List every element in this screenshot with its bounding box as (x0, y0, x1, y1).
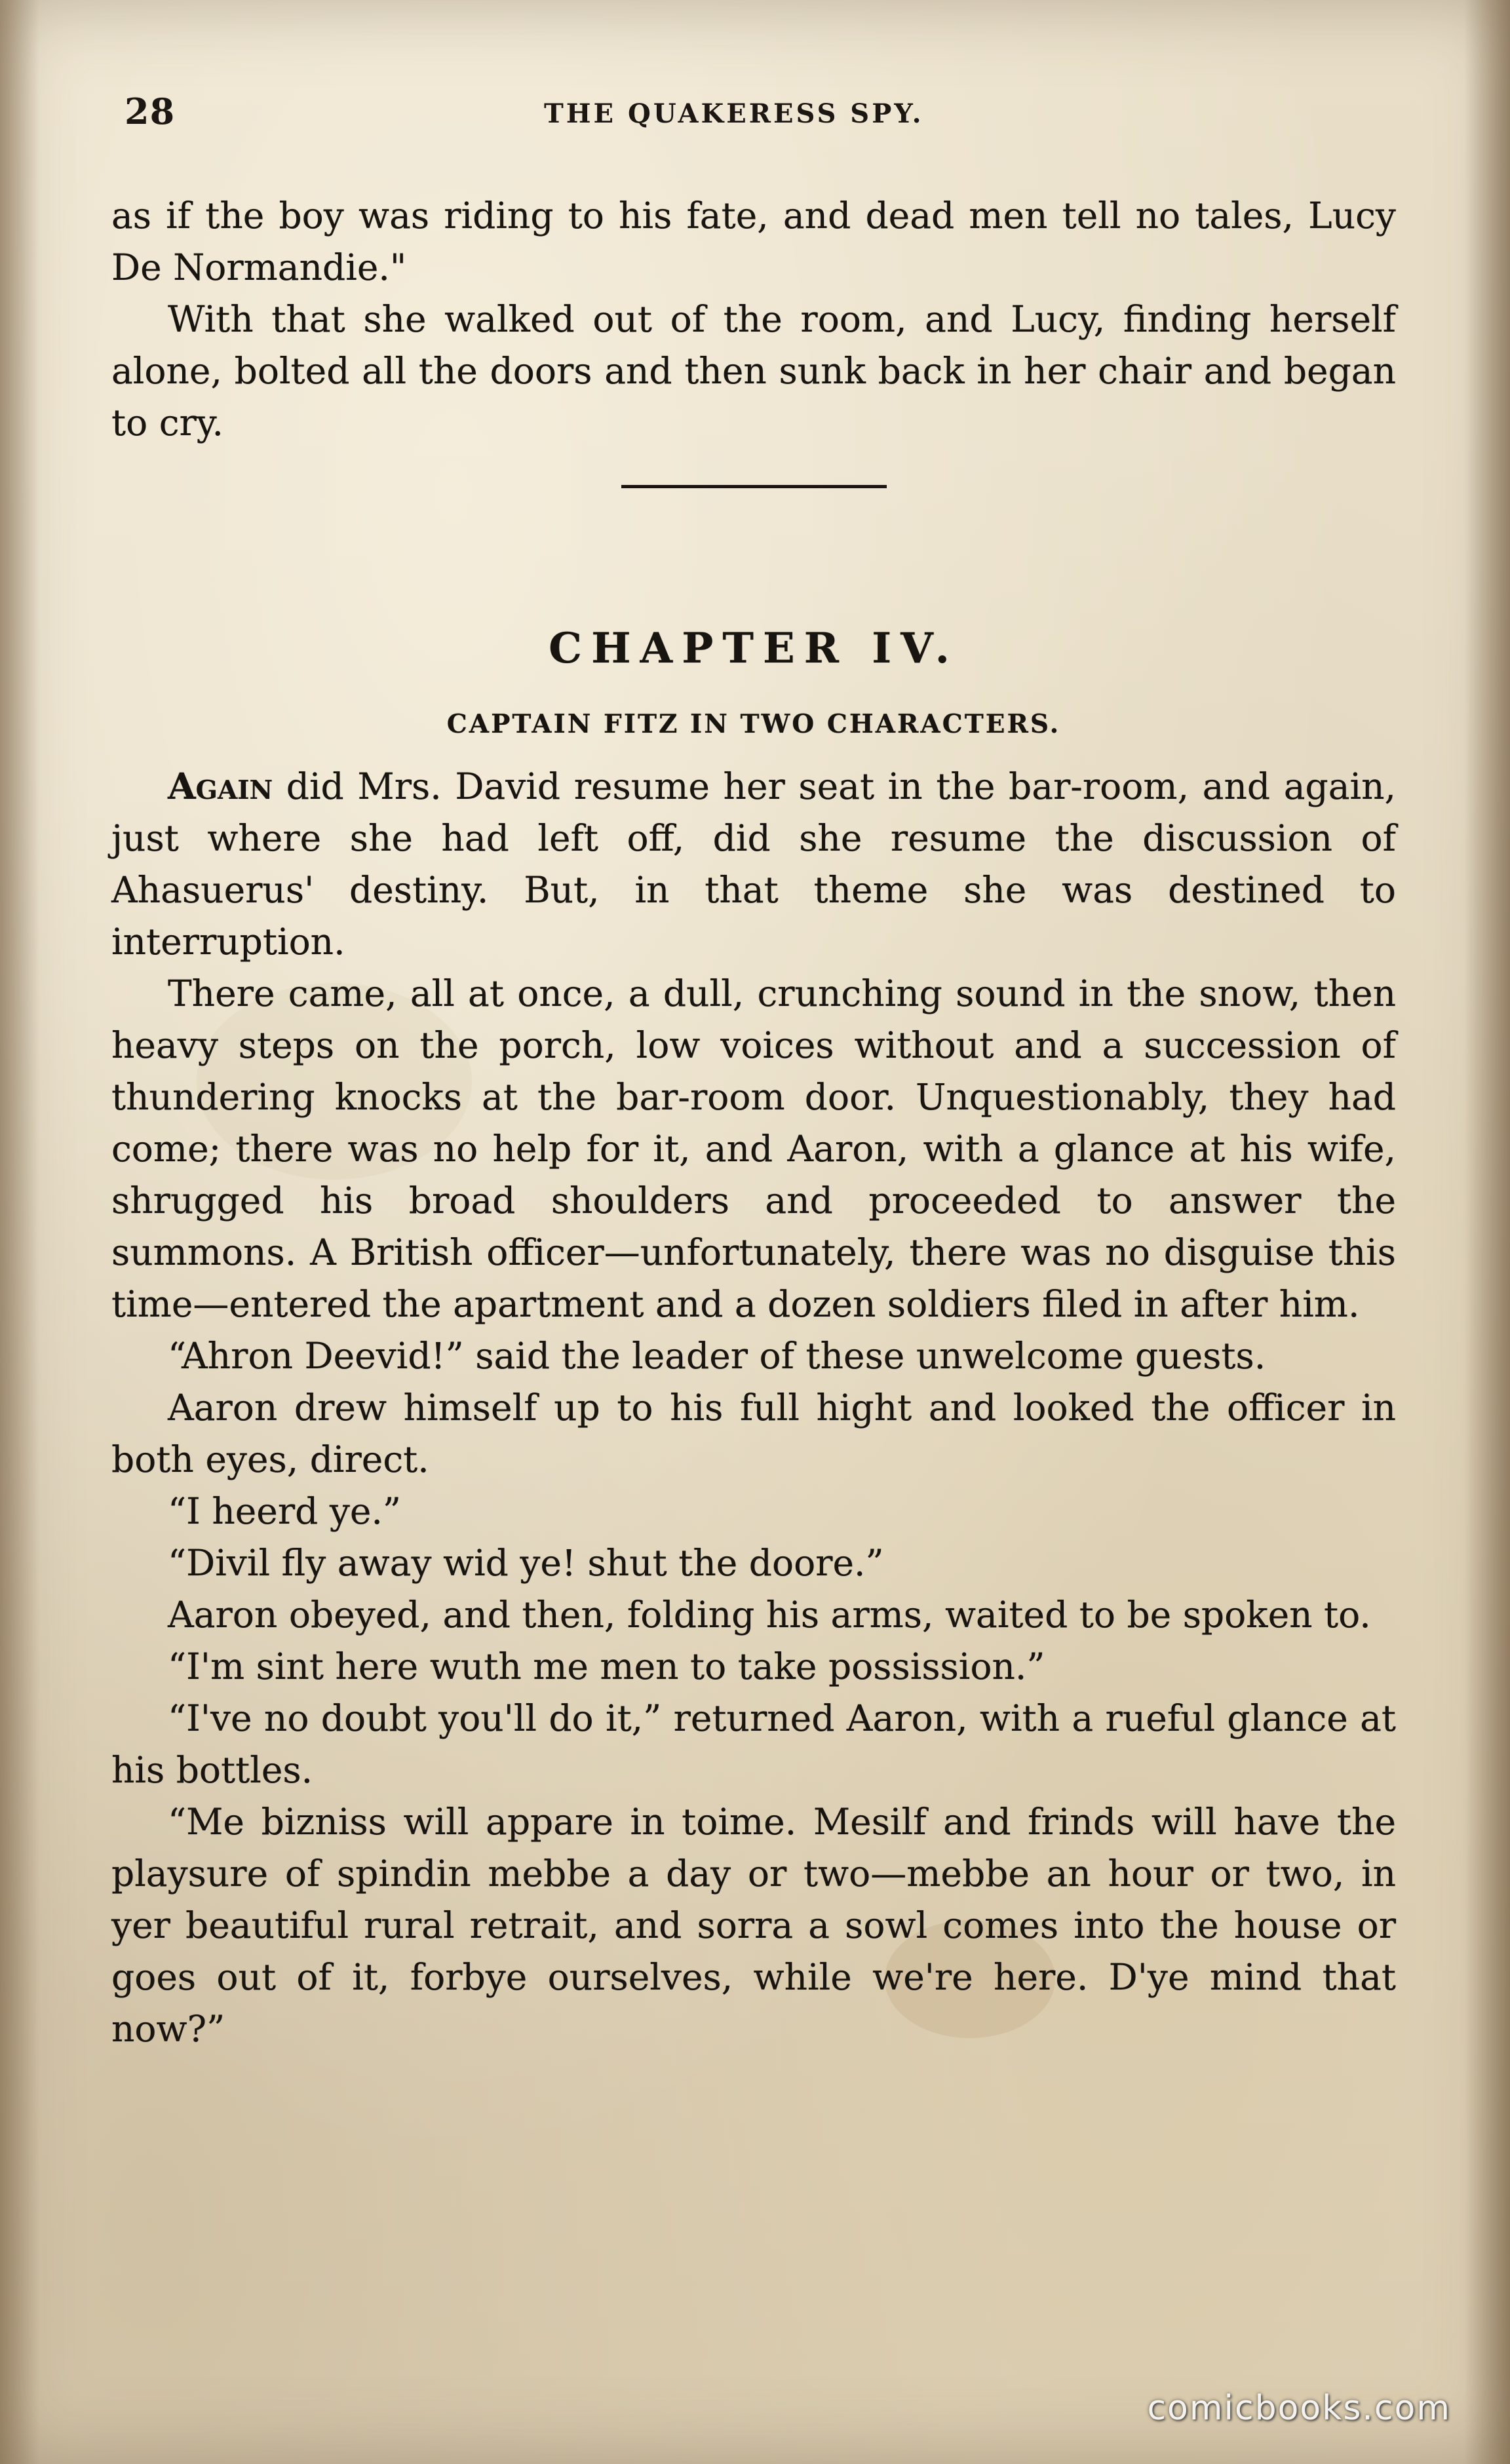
page-header (125, 85, 1389, 144)
paragraph: as if the boy was riding to his fate, and dead men tell no tales, Lucy De Normandie." (111, 195, 1396, 288)
opening-paragraph-text: did Mrs. David resume her seat in the bar-room, and again, just where she had left off, did she resume the discussion of Ahasuerus' destiny. But, in that theme she was destined to interruption. (111, 765, 1396, 963)
paragraph: Aaron obeyed, and then, folding his arms, waited to be spoken to. (168, 1594, 1371, 1636)
opening-word: Again (168, 765, 273, 807)
site-watermark: comicbooks.com (1147, 2389, 1451, 2428)
page-number: 28 (125, 90, 176, 132)
chapter-title: CHAPTER IV. (549, 624, 959, 673)
page-edge-shadow-right (1464, 0, 1510, 2464)
paragraph: “Me bizniss will appare in toime. Mesilf and frinds will have the playsure of spindin mebbe a day or two—mebbe an hour or two, in yer beautiful rural retrait, and sorra a sowl comes into the house or goes out of it, forbye ourselves, while we're here. D'ye mind that now?” (111, 1801, 1396, 2050)
body-text (111, 190, 1396, 2055)
paragraph: “I've no doubt you'll do it,” returned Aaron, with a rueful glance at his bottles. (111, 1697, 1396, 1791)
paragraph: With that she walked out of the room, and Lucy, finding herself alone, bolted all the doors and then sunk back in her chair and began to cry. (111, 298, 1396, 444)
chapter-body (111, 760, 1396, 2055)
paragraph: “I'm sint here wuth me men to take possission.” (168, 1646, 1045, 1687)
paragraph: “I heerd ye.” (168, 1490, 402, 1532)
section-divider-rule (621, 485, 887, 488)
paragraph: Aaron drew himself up to his full hight and looked the officer in both eyes, direct. (111, 1387, 1396, 1480)
chapter-subtitle: CAPTAIN FITZ IN TWO CHARACTERS. (446, 709, 1061, 739)
page-edge-shadow-left (0, 0, 39, 2464)
paragraph: There came, all at once, a dull, crunching sound in the snow, then heavy steps on the porch, low voices without and a succession of thundering knocks at the bar-room door. Unquestionably, they had come; there was no help for it, and Aaron, with a glance at his wife, shrugged his broad shoulders and proceeded to answer the summons. A British officer—unfortunately, there was no disguise this time—entered the apartment and a dozen soldiers filed in after him. (111, 972, 1396, 1325)
running-head: THE QUAKERESS SPY. (544, 98, 924, 129)
chapter-opening-paragraph (111, 760, 1396, 968)
paragraph: “Divil fly away wid ye! shut the doore.” (168, 1542, 884, 1584)
paragraph: “Ahron Deevid!” said the leader of these unwelcome guests. (168, 1335, 1266, 1377)
